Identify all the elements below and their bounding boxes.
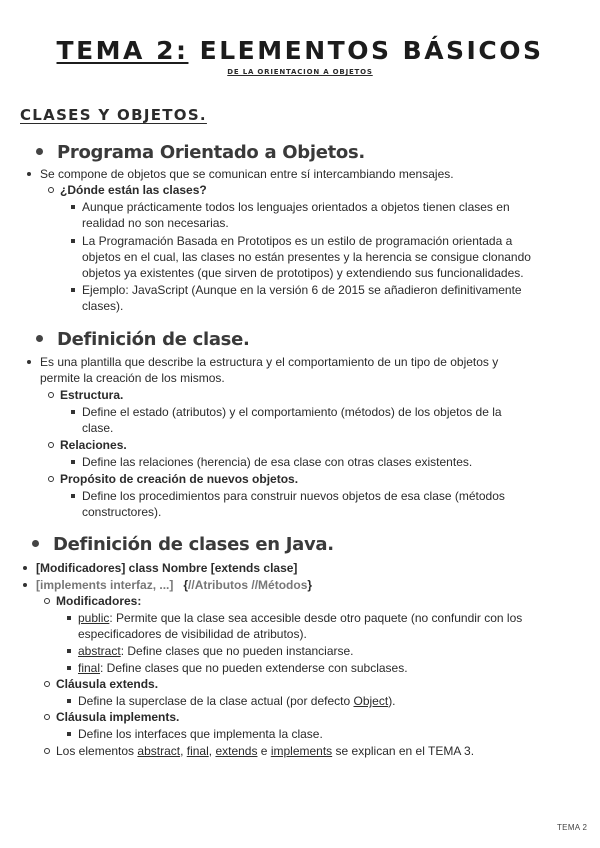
section-title: CLASES Y OBJETOS. bbox=[20, 106, 207, 124]
list-item: Los elementos abstract, final, extends e implements se explican en el TEMA 3. bbox=[56, 744, 475, 758]
list-item-subheading: Cláusula implements. bbox=[56, 710, 180, 724]
list-item-continuation: especificadores de visibilidad de atributos). bbox=[78, 627, 307, 641]
list-item: final: Define clases que no pueden extenderse con subclases. bbox=[78, 661, 408, 675]
list-item-subheading: Estructura. bbox=[60, 388, 124, 402]
list-item: public: Permite que la clase sea accesible desde otro paquete (no confundir con los bbox=[78, 611, 523, 625]
heading-programa-orientado: Programa Orientado a Objetos. bbox=[36, 141, 365, 165]
list-item-continuation: clases). bbox=[82, 299, 124, 313]
list-item-continuation: realidad no son necesarias. bbox=[82, 216, 229, 230]
list-item: Se compone de objetos que se comunican entre sí intercambiando mensajes. bbox=[40, 167, 454, 181]
list-item: Define el estado (atributos) y el comportamiento (métodos) de los objetos de la bbox=[82, 405, 502, 419]
list-item: Define las relaciones (herencia) de esa clase con otras clases existentes. bbox=[82, 455, 473, 469]
list-item-continuation: clase. bbox=[82, 421, 114, 435]
title-tema: TEMA 2: bbox=[56, 36, 189, 65]
list-item-subheading: Modificadores: bbox=[56, 594, 142, 608]
list-item-continuation: constructores). bbox=[82, 505, 162, 519]
list-item: Es una plantilla que describe la estructura y el comportamiento de un tipo de objetos y bbox=[40, 355, 499, 369]
page-subtitle: DE LA ORIENTACION A OBJETOS bbox=[227, 68, 373, 76]
list-item-subheading: ¿Dónde están las clases? bbox=[60, 183, 207, 197]
list-item-continuation: objetos ya existentes (que sirven de prototipos) y extendiendo sus funcionalidades. bbox=[82, 266, 524, 280]
title-text: ELEMENTOS BÁSICOS bbox=[188, 36, 544, 65]
page-footer: TEMA 2 bbox=[557, 823, 588, 832]
heading-definicion-java: Definición de clases en Java. bbox=[32, 533, 334, 557]
list-item: Define la superclase de la clase actual (por defecto Object). bbox=[78, 694, 396, 708]
list-item-subheading: Relaciones. bbox=[60, 438, 127, 452]
list-item: Aunque prácticamente todos los lenguajes orientados a objetos tienen clases en bbox=[82, 200, 510, 214]
bullet-icon bbox=[32, 540, 39, 547]
list-item-code: [implements interfaz, ...] {//Atributos //Métodos} bbox=[36, 578, 313, 592]
list-item: Ejemplo: JavaScript (Aunque en la versión 6 de 2015 se añadieron definitivamente bbox=[82, 283, 522, 297]
list-item: Define los interfaces que implementa la clase. bbox=[78, 727, 323, 741]
bullet-icon bbox=[36, 148, 43, 155]
list-item-continuation: permite la creación de los mismos. bbox=[40, 371, 225, 385]
bullet-icon bbox=[36, 335, 43, 342]
list-item-subheading: Propósito de creación de nuevos objetos. bbox=[60, 472, 299, 486]
list-item-code: [Modificadores] class Nombre [extends clase] bbox=[36, 561, 298, 575]
list-item-subheading: Cláusula extends. bbox=[56, 677, 159, 691]
list-item-continuation: objetos en el cual, las clases no están presentes y la herencia se consigue clonando bbox=[82, 250, 531, 264]
list-item: Define los procedimientos para construir nuevos objetos de esa clase (métodos bbox=[82, 489, 505, 503]
list-item: abstract: Define clases que no pueden instanciarse. bbox=[78, 644, 354, 658]
page-title bbox=[0, 36, 600, 66]
heading-definicion-clase: Definición de clase. bbox=[36, 328, 250, 352]
list-item: La Programación Basada en Prototipos es un estilo de programación orientada a bbox=[82, 234, 513, 248]
